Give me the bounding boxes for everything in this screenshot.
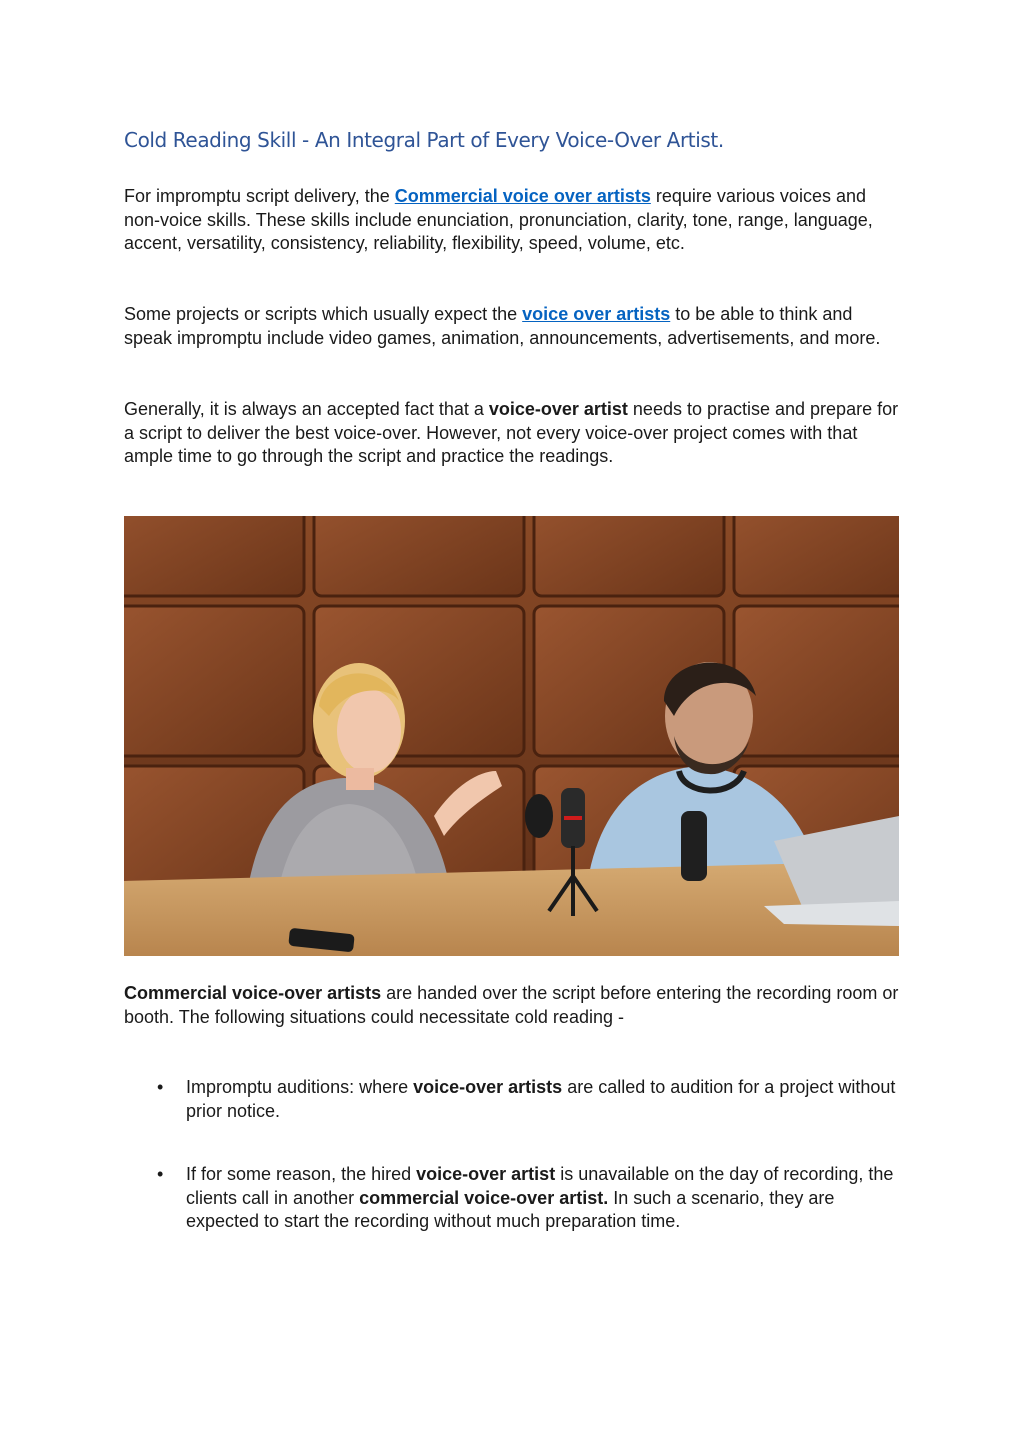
bullet-marker: • [157,1164,164,1185]
list-item-text: In such a scenario, they are expected to start the recording without much preparation time. [186,1187,835,1232]
commercial-voice-over-artists-link[interactable]: Commercial voice over artists [394,186,651,206]
article-title: Cold Reading Skill - An Integral Part of Every Voice-Over Artist. [124,128,724,152]
bold-term: Commercial voice-over artists [124,983,382,1003]
list-item-text: are called to audition for a project without prior notice. [186,1077,896,1121]
bold-term: voice-over artists [413,1077,563,1097]
bold-term: voice-over artist [488,399,628,419]
paragraph-practice [124,398,904,469]
list-item-text: is unavailable on the day of recording, the clients call in another [186,1164,894,1208]
voice-over-artists-link[interactable]: voice over artists [522,304,671,324]
paragraph-text: require various voices and non-voice skills. These skills include enunciation, pronunciation, clarity, tone, range, language, accent, versatility, consistency, reliability, flexibility, speed, volume, etc. [124,186,873,254]
list-item [124,1076,896,1123]
paragraph-text: to be able to think and speak impromptu include video games, animation, announcements, advertisements, and more. [124,304,881,348]
bold-term: voice-over artist [416,1164,556,1185]
bullet-marker: • [157,1077,164,1097]
paragraph-situations [124,982,904,1029]
list-item-text: Impromptu auditions: where [186,1077,414,1097]
paragraph-text: For impromptu script delivery, the [124,186,395,206]
paragraph-projects [124,303,904,350]
paragraph-intro [124,185,904,256]
bold-term: commercial voice-over artist. [359,1187,609,1208]
situations-list [124,1076,904,1234]
paragraph-text: Some projects or scripts which usually expect the [124,304,523,324]
podcast-recording-photo [124,516,899,956]
list-item-text: If for some reason, the hired [186,1164,417,1185]
paragraph-text: needs to practise and prepare for a script to deliver the best voice-over. However, not every voice-over project comes with that ample time to go through the script and practice the readings. [124,399,899,467]
paragraph-text: are handed over the script before entering the recording room or booth. The following situations could necessitate cold reading - [124,983,899,1027]
list-item [124,1163,896,1234]
paragraph-text: Generally, it is always an accepted fact that a [124,399,489,419]
microphone-right [681,811,707,881]
